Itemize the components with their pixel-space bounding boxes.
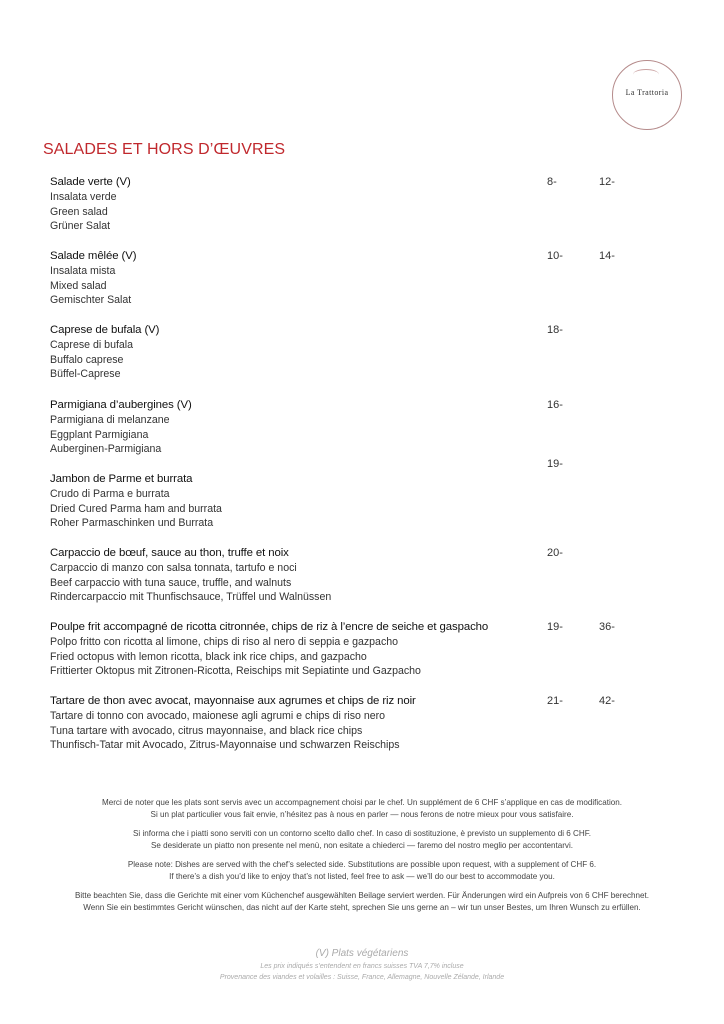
price-small: 18- bbox=[547, 324, 563, 336]
dish-translation-it: Carpaccio di manzo con salsa tonnata, tartufo e noci bbox=[50, 561, 297, 574]
menu-item bbox=[50, 249, 670, 308]
price-large: 14- bbox=[599, 250, 615, 262]
price-small: 19- bbox=[547, 621, 563, 633]
dish-translation-en: Fried octopus with lemon ricotta, black ink rice chips, and gazpacho bbox=[50, 650, 367, 663]
dish-name: Caprese de bufala (V) bbox=[50, 324, 160, 336]
dish-name: Tartare de thon avec avocat, mayonnaise aux agrumes et chips de riz noir bbox=[50, 695, 416, 707]
dish-translation-de: Grüner Salat bbox=[50, 220, 111, 233]
price-small: 21- bbox=[547, 695, 563, 707]
vegetarian-legend: (V) Plats végétariens bbox=[315, 948, 409, 959]
menu-item bbox=[50, 620, 670, 679]
dish-translation-de: Frittierter Oktopus mit Zitronen-Ricotta, Reischips mit Sepiatinte und Gazpacho bbox=[50, 665, 421, 678]
meat-origin-note: Provenance des viandes et volailles : Suisse, France, Allemagne, Nouvelle Zélande, Irlande bbox=[219, 974, 505, 981]
menu-item bbox=[50, 694, 670, 753]
dish-translation-en: Mixed salad bbox=[50, 279, 107, 292]
note-line: Si un plat particulier vous fait envie, n’hésitez pas à nous en parler — nous ferons de notre mieux pour vous satisfaire. bbox=[150, 810, 574, 819]
dish-translation-de: Büffel-Caprese bbox=[50, 368, 121, 381]
logo-text: La Trattoria bbox=[625, 88, 669, 97]
menu-item bbox=[50, 323, 670, 382]
note-english bbox=[0, 859, 724, 883]
dish-translation-it: Insalata verde bbox=[50, 190, 117, 203]
dish-name: Poulpe frit accompagné de ricotta citronnée, chips de riz à l’encre de seiche et gaspacho bbox=[50, 621, 489, 633]
menu-item bbox=[50, 175, 670, 234]
price-large: 42- bbox=[599, 695, 615, 707]
tax-note: Les prix indiqués s’entendent en francs suisses TVA 7,7% incluse bbox=[260, 963, 464, 970]
note-italian bbox=[0, 828, 724, 852]
price-small: 10- bbox=[547, 250, 563, 262]
price-extra: 19- bbox=[547, 458, 563, 470]
dish-name: Salade mêlée (V) bbox=[50, 250, 137, 262]
dish-translation-en: Dried Cured Parma ham and burrata bbox=[50, 502, 222, 515]
note-line: Wenn Sie ein bestimmtes Gericht wünschen, das nicht auf der Karte steht, sprechen Sie uns gerne an – wir tun unser Bestes, um Ihren Wunsch zu erfüllen. bbox=[83, 903, 641, 912]
note-french bbox=[0, 797, 724, 821]
dish-translation-en: Green salad bbox=[50, 205, 108, 218]
dish-translation-de: Rindercarpaccio mit Thunfischsauce, Trüffel und Walnüssen bbox=[50, 591, 332, 604]
dish-name: Parmigiana d’aubergines (V) bbox=[50, 399, 192, 411]
note-line: Se desiderate un piatto non presente nel menù, non esitate a chiederci — faremo del nostro meglio per accontentarvi. bbox=[150, 841, 574, 850]
restaurant-logo bbox=[612, 60, 682, 130]
price-large: 12- bbox=[599, 176, 615, 188]
dish-name: Salade verte (V) bbox=[50, 176, 131, 188]
dish-translation-it: Polpo fritto con ricotta al limone, chips di riso al nero di seppia e gazpacho bbox=[50, 635, 399, 648]
price-large: 36- bbox=[599, 621, 615, 633]
note-line: Si informa che i piatti sono serviti con un contorno scelto dallo chef. In caso di sostituzione, è previsto un supplemento di 6 CHF. bbox=[133, 829, 591, 838]
dish-translation-en: Buffalo caprese bbox=[50, 353, 124, 366]
dish-translation-de: Auberginen-Parmigiana bbox=[50, 443, 162, 456]
note-line: Merci de noter que les plats sont servis avec un accompagnement choisi par le chef. Un supplément de 6 CHF s’applique en cas de modification. bbox=[101, 798, 623, 807]
service-notes bbox=[0, 797, 724, 921]
price-small: 20- bbox=[547, 547, 563, 559]
dish-translation-it: Caprese di bufala bbox=[50, 338, 134, 351]
note-line: If there’s a dish you’d like to enjoy that’s not listed, feel free to ask — we’ll do our best to accommodate you. bbox=[169, 872, 555, 881]
dish-translation-it: Insalata mista bbox=[50, 264, 116, 277]
footer bbox=[0, 947, 724, 983]
dish-name: Carpaccio de bœuf, sauce au thon, truffe et noix bbox=[50, 547, 289, 559]
dish-translation-en: Eggplant Parmigiana bbox=[50, 428, 149, 441]
menu-item bbox=[50, 472, 670, 531]
section-title: SALADES ET HORS D’ŒUVRES bbox=[43, 141, 286, 158]
menu-item bbox=[50, 398, 670, 470]
dish-translation-it: Crudo di Parma e burrata bbox=[50, 487, 170, 500]
dish-name: Jambon de Parme et burrata bbox=[50, 473, 193, 485]
logo-accent bbox=[633, 69, 659, 80]
note-line: Bitte beachten Sie, dass die Gerichte mit einer vom Küchenchef ausgewählten Beilage serviert werden. Für Änderungen wird ein Aufpreis von 6 CHF berechnet. bbox=[74, 891, 650, 900]
note-line: Please note: Dishes are served with the chef’s selected side. Substitutions are possible upon request, with a supplement of CHF 6. bbox=[127, 860, 597, 869]
dish-translation-it: Parmigiana di melanzane bbox=[50, 413, 170, 426]
dish-translation-it: Tartare di tonno con avocado, maionese agli agrumi e chips di riso nero bbox=[50, 709, 386, 722]
menu-item bbox=[50, 546, 670, 605]
dish-translation-de: Gemischter Salat bbox=[50, 294, 132, 307]
dish-translation-en: Tuna tartare with avocado, citrus mayonnaise, and black rice chips bbox=[50, 724, 363, 737]
dish-translation-de: Roher Parmaschinken und Burrata bbox=[50, 517, 214, 530]
note-german bbox=[0, 890, 724, 914]
price-small: 8- bbox=[547, 176, 557, 188]
dish-translation-en: Beef carpaccio with tuna sauce, truffle, and walnuts bbox=[50, 576, 292, 589]
dish-translation-de: Thunfisch-Tatar mit Avocado, Zitrus-Mayonnaise und schwarzen Reischips bbox=[50, 739, 400, 752]
price-small: 16- bbox=[547, 399, 563, 411]
